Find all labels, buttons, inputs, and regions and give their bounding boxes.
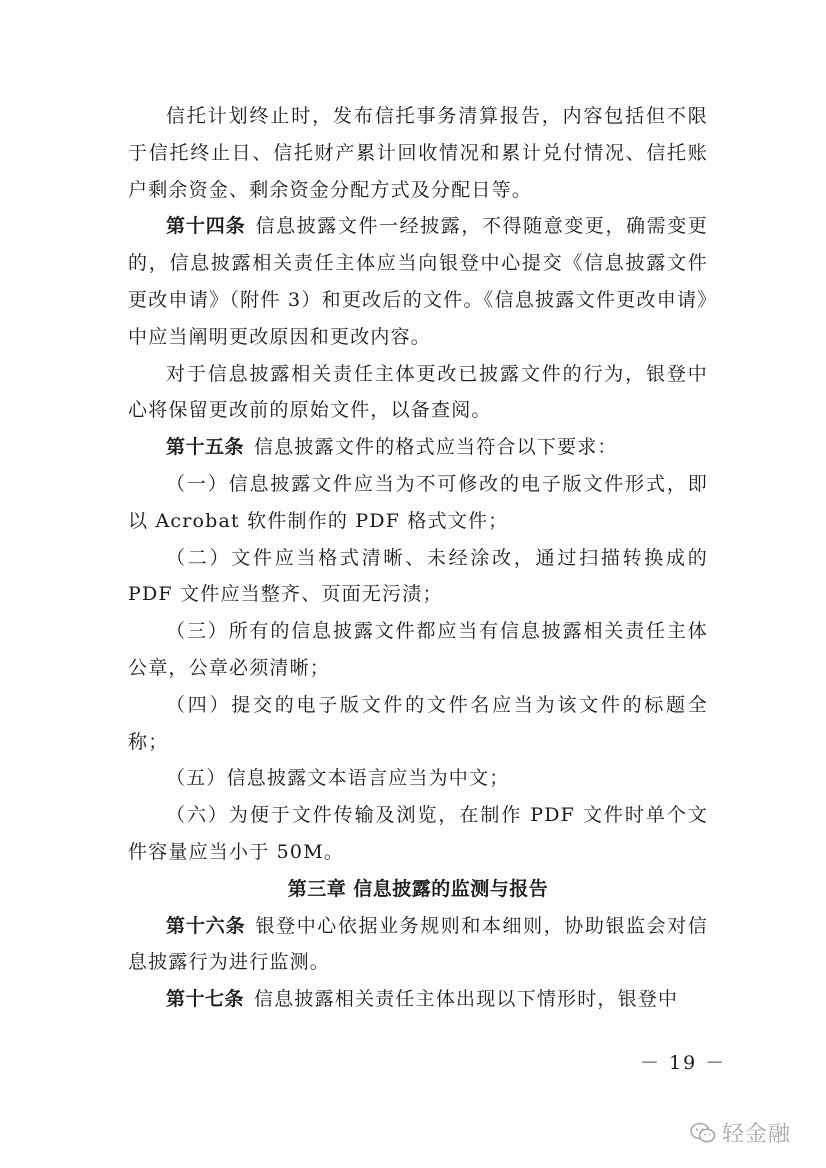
list-item-5: （五）信息披露文本语言应当为中文； [166, 767, 510, 790]
paragraph-article-17: 第十七条 信息披露相关责任主体出现以下情形时，银登中 [166, 988, 679, 1011]
list-item-3: （三）所有的信息披露文件都应当有信息披露相关责任主体公章，公章必须清晰； [128, 620, 708, 679]
paragraph-article-14: 第十四条 信息披露文件一经披露，不得随意变更，确需变更的，信息披露相关责任主体应当向银登中心提交《信息披露文件更改申请》（附件 3）和更改后的文件。《信息披露文件更改申请》中应当阐明更改原因和更改内容。 [128, 215, 708, 348]
article-number: 第十四条 [166, 215, 246, 238]
list-item-1: （一）信息披露文件应当为不可修改的电子版文件形式，即以 Acrobat 软件制作的 PDF 格式文件； [128, 472, 708, 532]
wechat-icon [690, 1122, 716, 1144]
article-number: 第十七条 [166, 988, 245, 1011]
list-item-2: （二）文件应当格式清晰、未经涂改，通过扫描转换成的 PDF 文件应当整齐、页面无污渍； [128, 546, 708, 606]
list-item-6: （六）为便于文件传输及浏览，在制作 PDF 文件时单个文件容量应当小于 50M。 [128, 804, 708, 863]
paragraph-article-16: 第十六条 银登中心依据业务规则和本细则，协助银监会对信息披露行为进行监测。 [128, 914, 708, 974]
page-number: － 19 － [640, 1052, 727, 1074]
body-text [128, 98, 708, 1018]
article-number: 第十六条 [166, 914, 246, 937]
paragraph-3: 对于信息披露相关责任主体更改已披露文件的行为，银登中心将保留更改前的原始文件，以备查阅。 [128, 362, 708, 422]
chapter-title: 第三章 信息披露的监测与报告 [287, 877, 549, 900]
watermark-text: 轻金融 [722, 1122, 792, 1147]
paragraph-1: 信托计划终止时，发布信托事务清算报告，内容包括但不限于信托终止日、信托财产累计回收情况和累计兑付情况、信托账户剩余资金、剩余资金分配方式及分配日等。 [128, 105, 708, 201]
list-item-4: （四）提交的电子版文件的文件名应当为该文件的标题全称； [128, 693, 708, 753]
article-number: 第十五条 [166, 436, 245, 459]
watermark [690, 1117, 791, 1148]
paragraph-article-15: 第十五条 信息披露文件的格式应当符合以下要求： [166, 436, 618, 459]
